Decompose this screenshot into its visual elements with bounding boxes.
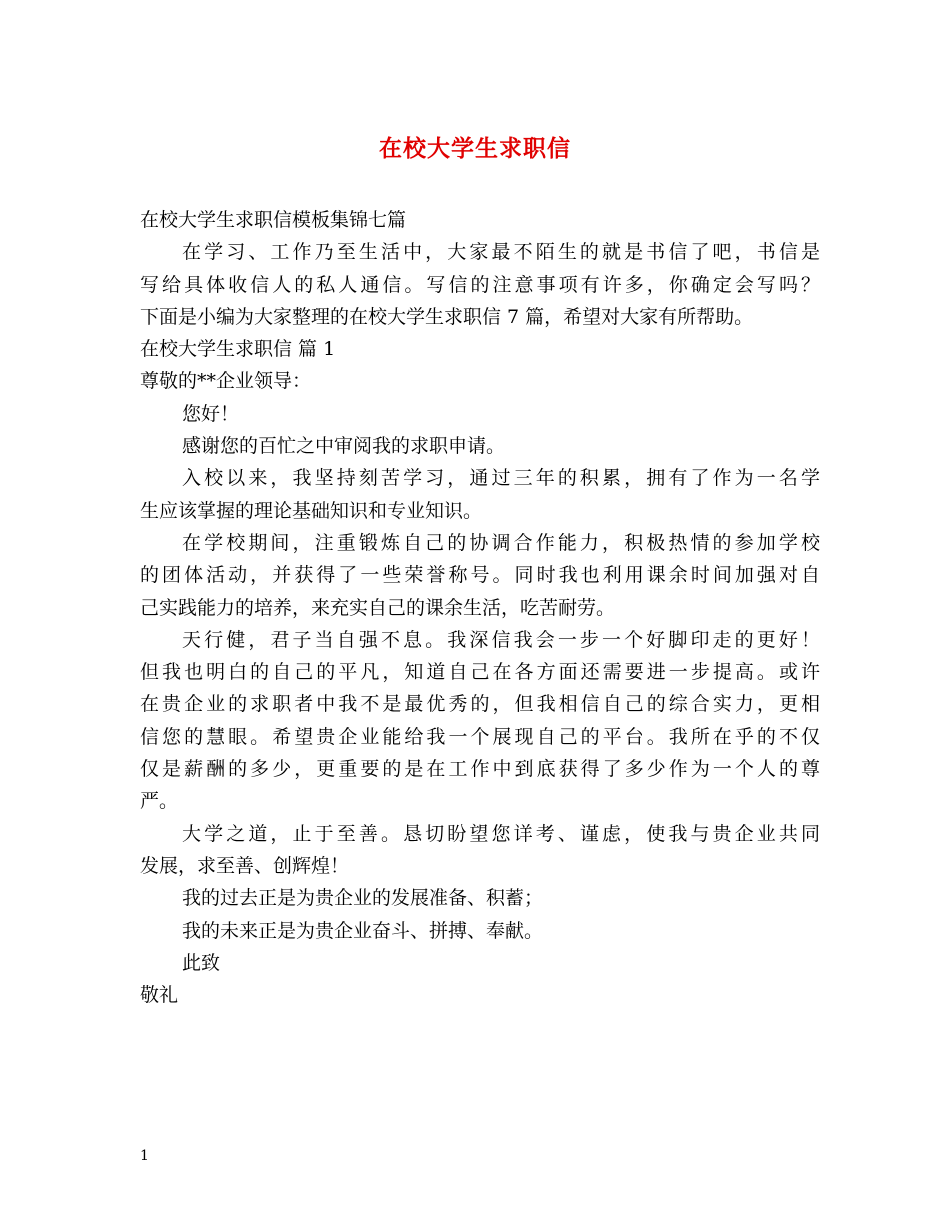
text-line: 在学习、工作乃至生活中，大家最不陌生的就是书信了吧，书信是 bbox=[182, 241, 820, 264]
text-line: 感谢您的百忙之中审阅我的求职申请。 bbox=[182, 435, 506, 458]
page-number: 1 bbox=[140, 1148, 149, 1164]
text-line: 生应该掌握的理论基础知识和专业知识。 bbox=[140, 499, 483, 522]
text-line: 在校大学生求职信 篇 1 bbox=[140, 338, 336, 361]
text-line: 此致 bbox=[182, 951, 221, 974]
document-body bbox=[140, 204, 820, 1011]
text-line: 大学之道，止于至善。恳切盼望您详考、谨虑，使我与贵企业共同 bbox=[182, 822, 820, 845]
text-line: 您好！ bbox=[182, 402, 240, 425]
text-line: 己实践能力的培养，来充实自己的课余生活，吃苦耐劳。 bbox=[140, 596, 616, 619]
text-line: 下面是小编为大家整理的在校大学生求职信 7 篇，希望对大家有所帮助。 bbox=[140, 305, 754, 328]
text-line: 在学校期间，注重锻炼自己的协调合作能力，积极热情的参加学校 bbox=[182, 531, 820, 554]
text-line: 严。 bbox=[140, 790, 179, 813]
text-line: 入校以来，我坚持刻苦学习，通过三年的积累，拥有了作为一名学 bbox=[182, 467, 820, 490]
text-line: 发展，求至善、创辉煌！ bbox=[140, 854, 350, 877]
text-line: 的团体活动，并获得了一些荣誉称号。同时我也利用课余时间加强对自 bbox=[140, 564, 820, 587]
text-line: 我的未来正是为贵企业奋斗、拼搏、奉献。 bbox=[182, 919, 544, 942]
text-line: 信您的慧眼。希望贵企业能给我一个展现自己的平台。我所在乎的不仅 bbox=[140, 725, 820, 748]
text-line: 在贵企业的求职者中我不是最优秀的，但我相信自己的综合实力，更相 bbox=[140, 693, 820, 716]
text-line: 写给具体收信人的私人通信。写信的注意事项有许多，你确定会写吗？ bbox=[140, 273, 820, 296]
document-title: 在校大学生求职信 bbox=[379, 135, 571, 162]
text-line: 我的过去正是为贵企业的发展准备、积蓄； bbox=[182, 887, 544, 910]
text-line: 敬礼 bbox=[140, 984, 179, 1007]
text-line: 天行健，君子当自强不息。我深信我会一步一个好脚印走的更好！ bbox=[182, 628, 820, 651]
text-line: 但我也明白的自己的平凡，知道自己在各方面还需要进一步提高。或许 bbox=[140, 661, 820, 684]
text-line: 在校大学生求职信模板集锦七篇 bbox=[140, 209, 407, 231]
text-line: 尊敬的**企业领导： bbox=[140, 370, 312, 393]
text-line: 仅是薪酬的多少，更重要的是在工作中到底获得了多少作为一个人的尊 bbox=[140, 758, 820, 781]
